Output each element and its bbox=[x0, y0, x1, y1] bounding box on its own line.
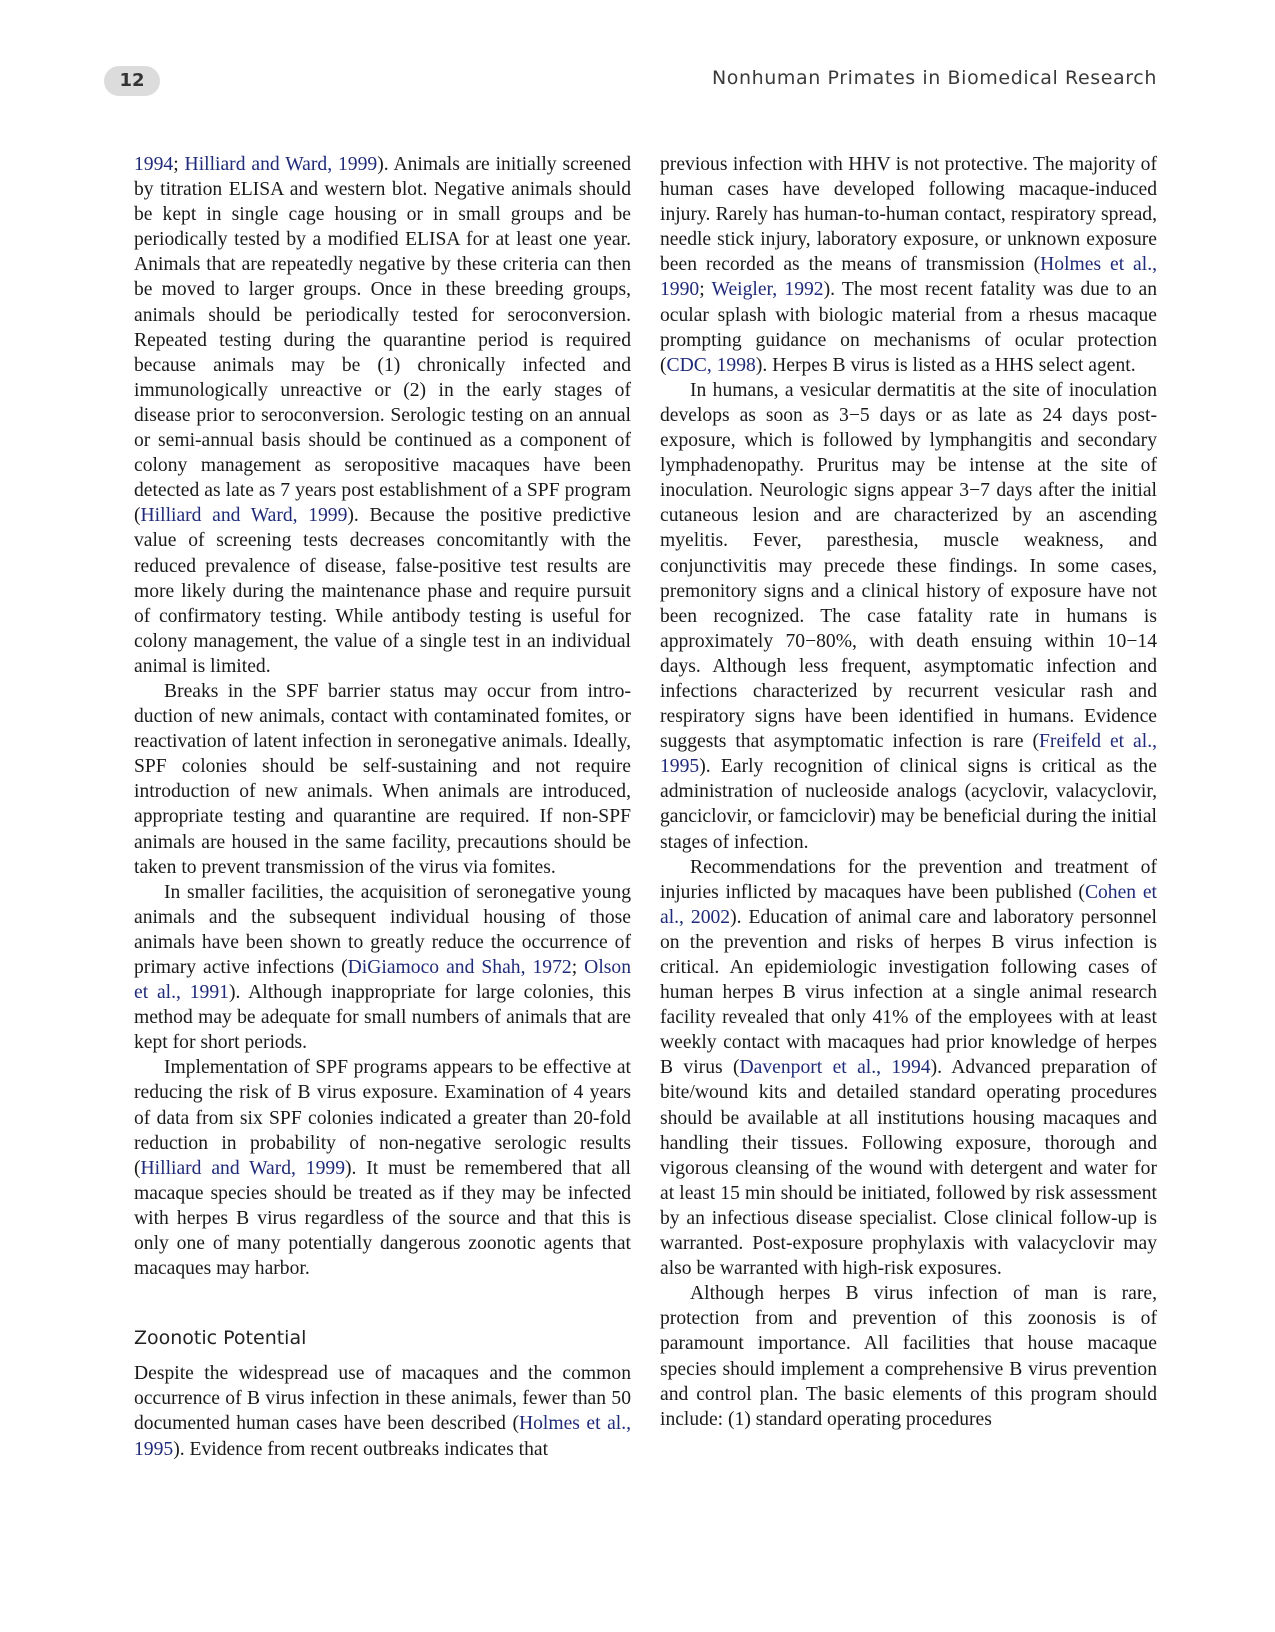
paragraph bbox=[660, 378, 1157, 855]
citation-link[interactable]: Holmes et al., 1995 bbox=[134, 1413, 632, 1460]
right-column bbox=[660, 152, 1157, 1432]
citation-link[interactable]: Hilliard and Ward, 1999 bbox=[184, 154, 378, 175]
page-number: 12 bbox=[104, 66, 160, 96]
text-run: ). Early recognition of clinical signs is critical as the administration of nucleoside analogs (acyclovir, valacyclovir, ganciclovir, or famciclovir) may be beneficial during the initial stages of infection. bbox=[660, 756, 1157, 853]
citation-link[interactable]: Cohen et al., 2002 bbox=[660, 881, 1157, 928]
citation-link[interactable]: Hilliard and Ward, 1999 bbox=[140, 505, 348, 527]
section-heading: Zoonotic Potential bbox=[134, 1327, 307, 1350]
text-run: In smaller facilities, the acquisition of seronegative young animals and the subsequent individual housing of those animals have been shown to greatly reduce the occurrence of primary active infections ( bbox=[134, 881, 631, 978]
text-run: ). The most recent fatality was due to an ocular splash with biologic material from a rhesus macaque prompting guidance on mechanisms of ocular protection ( bbox=[660, 279, 1158, 376]
citation-link[interactable]: DiGiamoco and Shah, 1972 bbox=[347, 957, 572, 978]
text-run: Despite the widespread use of macaques and the common occurrence of B virus infection in these animals, fewer than 50 documented human cases have been described ( bbox=[134, 1363, 631, 1435]
text-run: Recommendations for the prevention and treatment of injuries inflicted by macaques have been published ( bbox=[660, 856, 1157, 903]
paragraph: Breaks in the SPF barrier status may occur from introduction of new animals, contact with contaminated fomites, or reactivation of latent infection in seronegative animals. Ideally, SPF colonies should be self-sustaining and not require introduction of new animals. When animals are introduced, appropriate testing and quarantine are required. If non-SPF animals are housed in the same facility, precautions should be taken to prevent transmission of the virus via fomites. bbox=[134, 680, 631, 878]
citation-link[interactable]: Freifeld et al., 1995 bbox=[660, 731, 1157, 778]
paragraph: Although herpes B virus infection of man is rare, protection from and prevention of this zoonosis is of paramount importance. All facilities that house macaque species should implement a comprehensive B virus prevention and control plan. The basic elements of this program should include: (1) standard operating procedures bbox=[660, 1283, 1157, 1430]
paragraph bbox=[134, 1361, 631, 1461]
text-run: previous infection with HHV is not protective. The majority of human cases have developed following macaque-induced injury. Rarely has human-to-human contact, respiratory spread, needle stick injury, laboratory exposure, or unknown exposure been recorded as the means of transmission ( bbox=[660, 154, 1157, 276]
text-run: ). Herpes B virus is listed as a HHS select agent. bbox=[755, 354, 1136, 376]
paragraph bbox=[660, 152, 1157, 378]
citation-link[interactable]: Olson et al., 1991 bbox=[134, 957, 631, 1004]
text-run: ; bbox=[699, 279, 712, 301]
citation-link[interactable]: Davenport et al., 1994 bbox=[739, 1057, 931, 1079]
text-run: ). Advanced preparation of bite/wound kits and detailed standard operating procedures should be available at all institutions housing macaques and handling their tissues. Following exposure, thorough and vigorous cleansing of the wound with detergent and water for at least 15 min should be initiated, followed by risk assessment by an infectious disease specialist. Close clinical follow-up is warranted. Post-exposure prophylaxis with valacyclovir may also be warranted with high-risk exposures. bbox=[660, 1057, 1157, 1280]
text-run: In humans, a vesicular dermatitis at the site of inoculation develops as soon as 3−5 days or as late as 24 days post-exposure, which is followed by lymphangitis and secondary lymphadenopathy. Pruritus may be intense at the site of inoculation. Neurologic signs appear 3−7 days after the initial cutaneous lesion and are characterized by an ascending myelitis. Fever, paresthesia, muscle weakness, and conjunctivitis may precede these findings. In some cases, premonitory signs and a clinical history of exposure have not been recognized. The case fatality rate in humans is approximately 70−80%, with death ensuing within 10−14 days. Although less frequent, asymptomatic infection and infections characterized by recurrent vesicular rash and respiratory signs have been identified in humans. Evidence suggests that asymptomatic infection is rare ( bbox=[660, 379, 1157, 753]
paragraph bbox=[660, 855, 1157, 1282]
citation-link[interactable]: Holmes et al., 1990 bbox=[660, 254, 1157, 301]
paragraph bbox=[134, 1055, 631, 1281]
text-run: ; bbox=[173, 154, 185, 175]
text-run: ). It must be remembered that all macaque species should be treated as if they may be infected with herpes B virus regardless of the source and that this is only one of many potentially dangerous zoonotic agents that macaques may harbor. bbox=[134, 1157, 631, 1280]
text-run: ). Although inappropriate for large colonies, this method may be adequate for small numbers of animals that are kept for short periods. bbox=[134, 982, 631, 1054]
left-column bbox=[134, 152, 631, 1462]
citation-link[interactable]: Hilliard and Ward, 1999 bbox=[140, 1157, 345, 1179]
text-run: ). Because the positive predictive value of screening tests decreases concomitantly with the reduced prevalence of disease, false-positive test results are more likely during the maintenance phase and require pursuit of confirmatory testing. While antibody testing is useful for colony management, the value of a single test in an individual animal is limited. bbox=[134, 505, 631, 677]
citation-link[interactable]: CDC, 1998 bbox=[666, 354, 756, 376]
citation-link[interactable]: Weigler, 1992 bbox=[711, 279, 824, 301]
paragraph bbox=[134, 880, 631, 1056]
citation-link[interactable]: 1994 bbox=[134, 154, 174, 175]
text-run: ). Animals are initially screened by titration ELISA and western blot. Negative animals should be kept in single cage housing or in small groups and be periodically tested by a modified ELISA for at least one year. Animals that are repeatedly negative by these criteria can then be moved to larger groups. Once in these breeding groups, animals should be periodically tested for seroconversion. Repeated testing during the quarantine period is required because animals may be (1) chronically infected and immunologically unreactive or (2) in the early stages of disease prior to seroconversion. Serologic testing on an annual or semi-annual basis should be continued as a component of colony management as seropositive macaques have been detected as late as 7 years post establishment of a SPF program ( bbox=[134, 154, 631, 527]
running-title: Nonhuman Primates in Biomedical Research bbox=[711, 67, 1157, 89]
text-run: Implementation of SPF programs appears to be effective at reducing the risk of B virus exposure. Examination of 4 years of data from six SPF colonies indicated a greater than 20-fold reduction in probability of non-negative serologic results ( bbox=[134, 1057, 631, 1179]
text-run: ). Evidence from recent outbreaks indicates that bbox=[173, 1438, 549, 1460]
text-run: ). Education of animal care and laboratory personnel on the prevention and risks of herpes B virus infection is critical. An epidemiologic investigation following cases of human herpes B virus infection at a single animal research facility revealed that only 41% of the employees with at least weekly contact with macaques had prior knowledge of herpes B virus ( bbox=[660, 906, 1158, 1079]
paragraph bbox=[134, 152, 631, 679]
text-run: ; bbox=[571, 957, 585, 978]
